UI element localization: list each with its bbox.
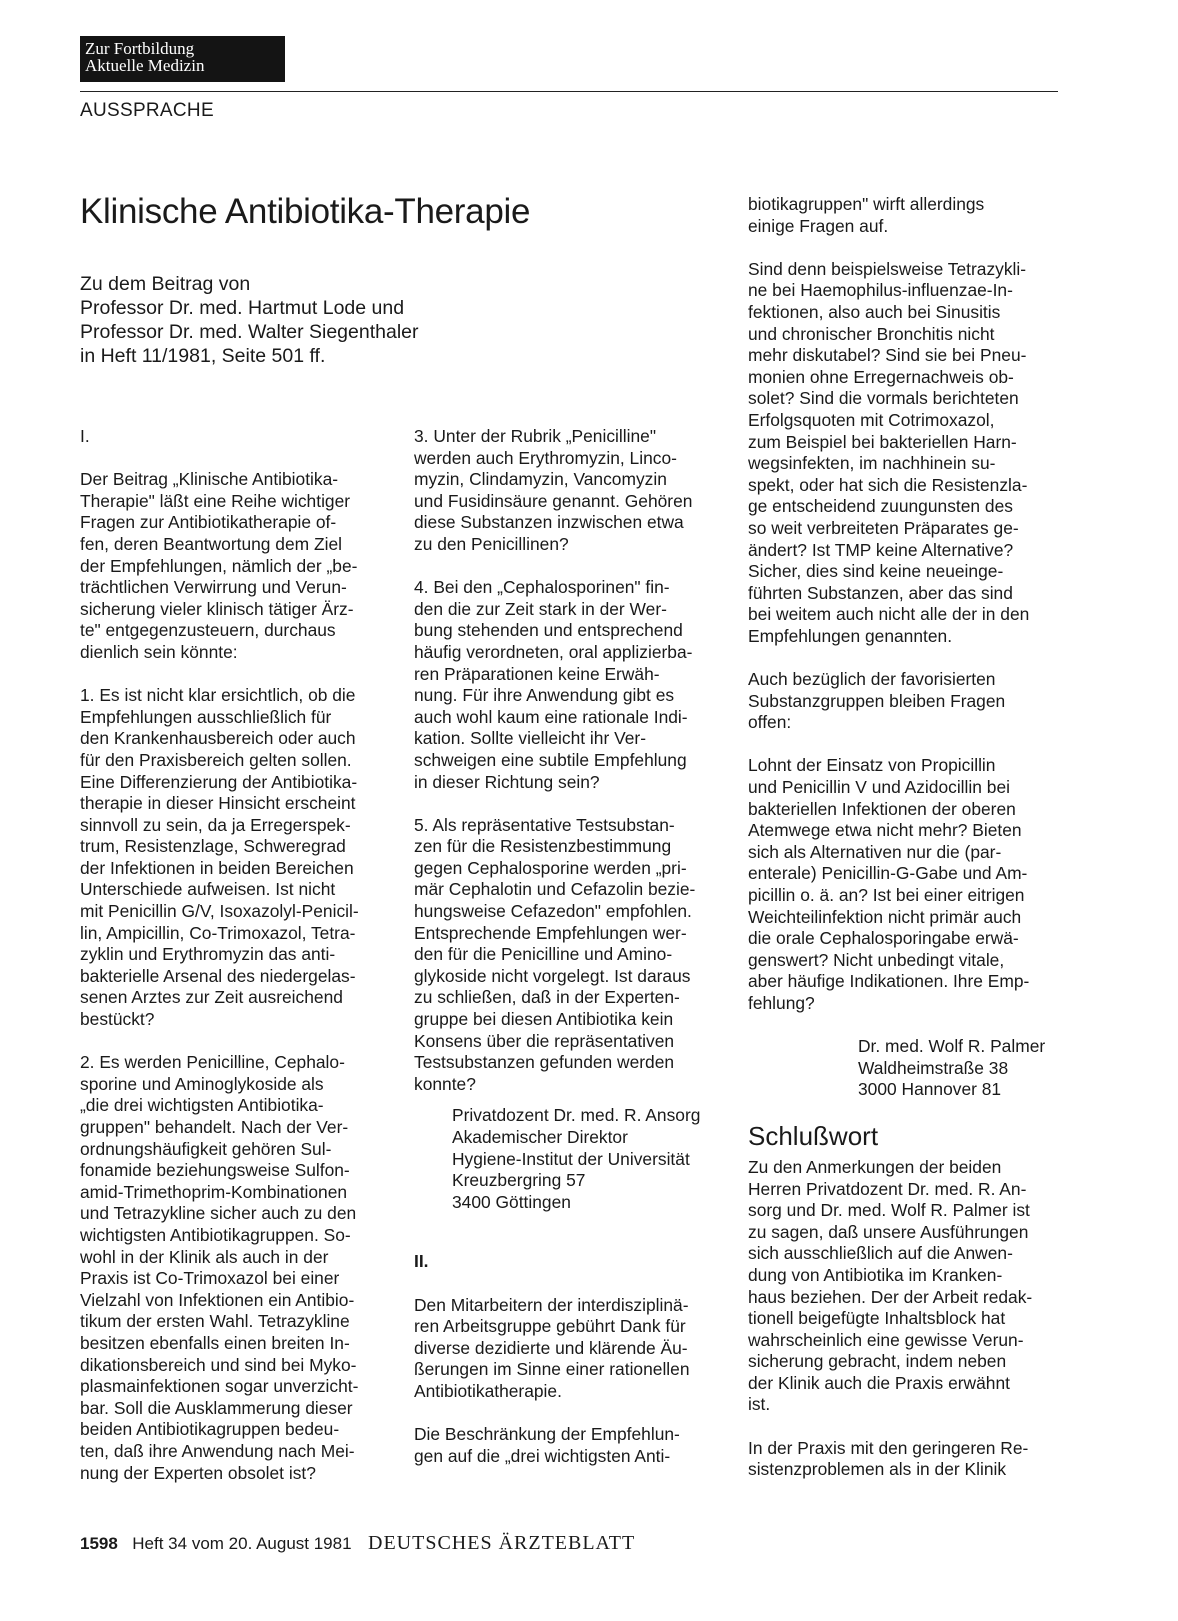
page-number: 1598 <box>80 1534 118 1553</box>
series-label-box <box>80 36 285 82</box>
column-1 <box>80 426 392 1484</box>
paragraph: 4. Bei den „Cephalosporinen" fin- den die zur Zeit stark in der Wer- bung stehenden und entsprechend häufig verordneten, oral applizierba- ren Präparationen keine Erwäh- nung. Für ihre Anwendung gibt es auch wohl kaum eine rationale Indi- kation. Sollte vielleicht ihr Ver- schweigen eine subtile Empfehlung in dieser Richtung sein? <box>414 577 693 792</box>
paragraph: Lohnt der Einsatz von Propicillin und Penicillin V und Azidocillin bei bakteriellen Infektionen der oberen Atemwege etwa nicht mehr? Bieten sich als Alternativen nur die (par- enterale) Penicillin-G-Gabe und Am- picillin o. ä. an? Ist bei einer eitrigen Weichteilinfektion nicht primär auch die orale Cephalosporingabe erwä- genswert? Nicht unbedingt vitale, aber häufige Indikationen. Ihre Emp- fehlung? <box>748 755 1030 1013</box>
issue-info: Heft 34 vom 20. August 1981 <box>132 1534 352 1553</box>
closing-heading: Schlußwort <box>748 1120 879 1151</box>
header-rule <box>80 91 1058 92</box>
section-roman-1: I. <box>80 426 90 446</box>
paragraph: 5. Als repräsentative Testsubstan- zen für die Resistenzbestimmung gegen Cephalosporine werden „pri- mär Cephalotin und Cefazolin bezie- hungsweise Cefazedon" empfohlen. Entsprechende Empfehlungen wer- den für die Penicilline und Amino- glykoside nicht vorgelegt. Ist daraus zu schließen, daß in der Experten- gruppe bei diesen Antibiotika kein Konsens über die repräsentativen Testsubstanzen gefunden werden konnte? <box>414 814 696 1094</box>
paragraph: 1. Es ist nicht klar ersichtlich, ob die Empfehlungen ausschließlich für den Krankenhausbereich oder auch für den Praxisbereich gelten sollen. Eine Differenzierung der Antibiotika- therapie in dieser Hinsicht erscheint sinnvoll zu sein, da ja Erregerspek- trum, Resistenzlage, Schweregrad der Infektionen in beiden Bereichen Unterschiede aufweisen. Ist nicht mit Penicillin G/V, Isoxazolyl-Penicil- lin, Ampicillin, Co-Trimoxazol, Tetra- zyklin und Erythromyzin das anti- bakterielle Arsenal des niedergelas- senen Arztes zur Zeit ausreichend bestückt? <box>80 685 359 1030</box>
paragraph: 2. Es werden Penicilline, Cephalo- sporine und Aminoglykoside als „die drei wichtigsten Antibiotika- gruppen" behandelt. Nach der Ver- ordnungshäufigkeit gehören Sul- fonamide beziehungsweise Sulfon- amid-Trimethoprim-Kombinationen und Tetrazykline sicher auch zu den wichtigsten Antibiotikagruppen. So- wohl in der Klinik als auch in der Praxis ist Co-Trimoxazol bei einer Vielzahl von Infektionen ein Antibio- tikum der ersten Wahl. Tetrazykline besitzen ebenfalls einen breiten In- dikationsbereich und sind bei Myko- plasmainfektionen sogar unverzicht- bar. Soll die Ausklammerung dieser beiden Antibiotikagruppen bedeu- ten, daß ihre Anwendung nach Mei- nung der Experten obsolet ist? <box>80 1052 359 1483</box>
section-label: AUSSPRACHE <box>80 100 214 121</box>
article-reference: Zu dem Beitrag von Professor Dr. med. Hartmut Lode und Professor Dr. med. Walter Siegenthaler in Heft 11/1981, Seite 501 ff. <box>80 273 419 367</box>
signature-palmer: Dr. med. Wolf R. Palmer Waldheimstraße 38 3000 Hannover 81 <box>858 1036 1046 1100</box>
paragraph: biotikagruppen" wirft allerdings einige Fragen auf. <box>748 194 985 236</box>
section-roman-2: II. <box>414 1251 429 1272</box>
paragraph: Den Mitarbeitern der interdisziplinä- ren Arbeitsgruppe gebührt Dank für diverse dezidierte und klärende Äu- ßerungen im Sinne einer rationellen Antibiotikatherapie. <box>414 1294 690 1401</box>
article-title: Klinische Antibiotika-Therapie <box>80 192 531 231</box>
footer <box>80 1532 635 1555</box>
journal-name: DEUTSCHES ÄRZTEBLATT <box>368 1532 636 1554</box>
paragraph: Auch bezüglich der favorisierten Substanzgruppen bleiben Fragen offen: <box>748 669 1006 733</box>
series-label-line-1: Zur Fortbildung <box>85 39 195 58</box>
paragraph: Der Beitrag „Klinische Antibiotika- Therapie" läßt eine Reihe wichtiger Fragen zur Antibiotikatherapie of- fen, deren Beantwortung dem Ziel der Empfehlungen, nämlich der „be- trächtlichen Verwirrung und Verun- sicherung vieler klinisch tätiger Ärz- te" entgegenzusteuern, durchaus dienlich sein könnte: <box>80 469 358 662</box>
paragraph: 3. Unter der Rubrik „Penicilline" werden auch Erythromyzin, Linco- myzin, Clindamyzin, Vancomyzin und Fusidinsäure genannt. Gehören diese Substanzen inzwischen etwa zu den Penicillinen? <box>414 426 693 554</box>
series-label-line-2: Aktuelle Medizin <box>85 56 205 75</box>
signature-ansorg: Privatdozent Dr. med. R. Ansorg Akademischer Direktor Hygiene-Institut der Universität Kreuzbergring 57 3400 Göttingen <box>452 1105 701 1212</box>
column-2 <box>414 426 726 1467</box>
paragraph: Zu den Anmerkungen der beiden Herren Privatdozent Dr. med. R. An- sorg und Dr. med. Wolf R. Palmer ist zu sagen, daß unsere Ausführungen sich ausschließlich auf die Anwen- dung von Antibiotika im Kranken- haus beziehen. Der der Arbeit redak- tionell beigefügte Inhaltsblock hat wahrscheinlich eine gewisse Verun- sicherung gebracht, indem neben der Klinik auch die Praxis erwähnt ist. <box>748 1156 1033 1415</box>
paragraph: Die Beschränkung der Empfehlun- gen auf die „drei wichtigsten Anti- <box>414 1424 680 1466</box>
column-3 <box>748 194 1058 1481</box>
paragraph: In der Praxis mit den geringeren Re- sistenzproblemen als in der Klinik <box>748 1437 1029 1480</box>
paragraph: Sind denn beispielsweise Tetrazykli- ne bei Haemophilus-influenzae-In- fektionen, also auch bei Sinusitis und chronischer Bronchitis nicht mehr diskutabel? Sind sie bei Pneu- monien ohne Erregernachweis ob- solet? Sind die vormals berichteten Erfolgsquoten mit Cotrimoxazol, zum Beispiel bei bakteriellen Harn- wegsinfekten, im nachhinein su- spekt, oder hat sich die Resistenzla- ge entscheidend zuungunsten des so weit verbreiteten Präparates ge- ändert? Ist TMP keine Alternative? Sicher, dies sind keine neueinge- führten Substanzen, aber das sind bei weitem auch nicht alle der in den Empfehlungen genannten. <box>748 258 1030 646</box>
